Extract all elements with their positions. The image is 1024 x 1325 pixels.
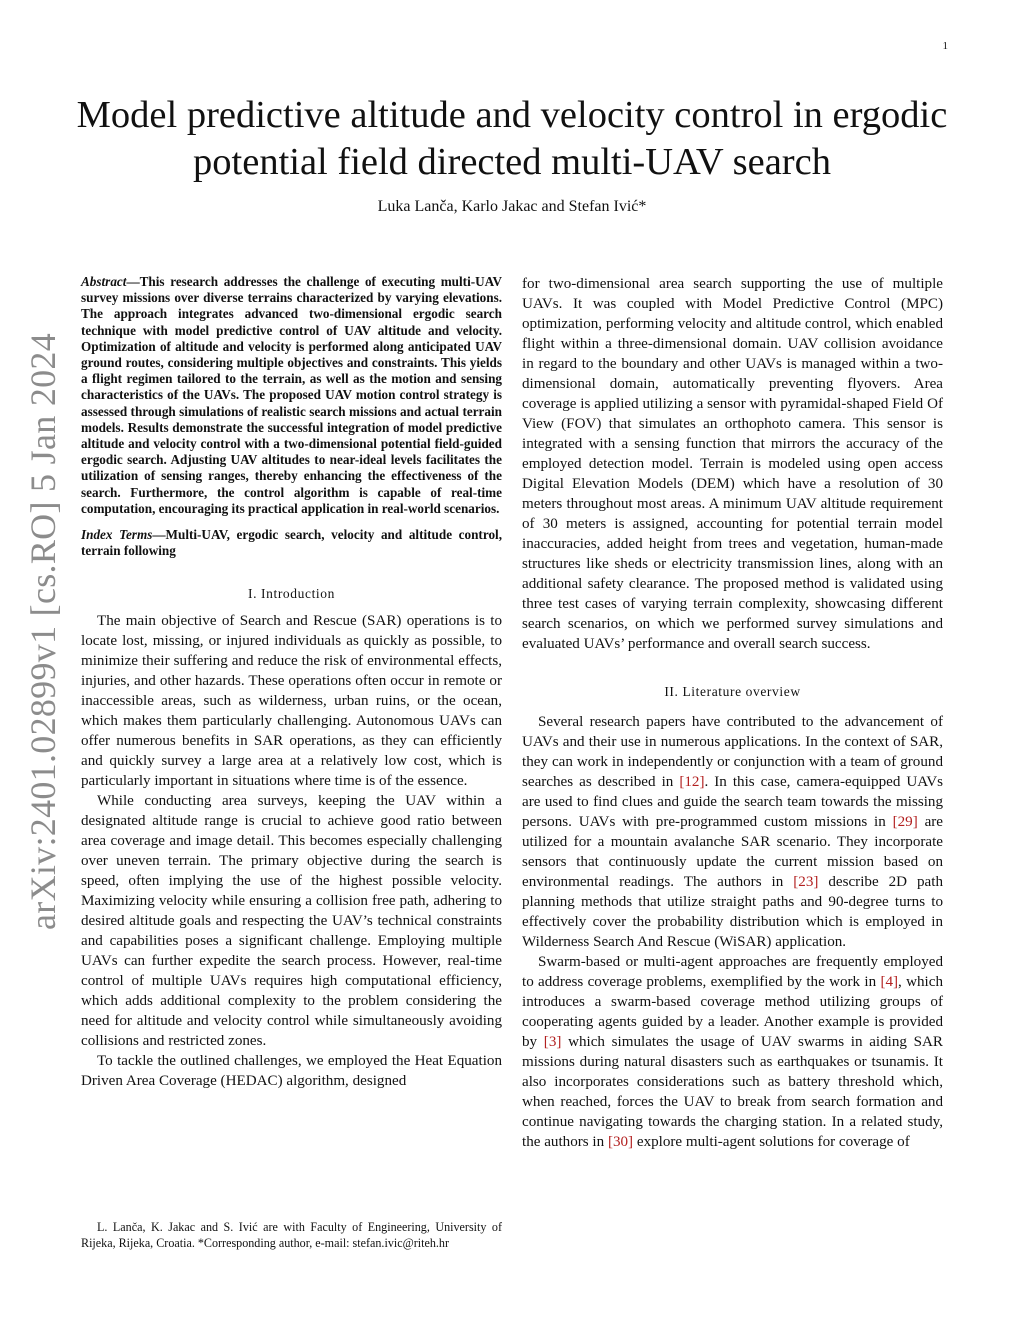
text-span: Several research papers have contributed to the advancement of UAVs and their use in numerous applications. In the context of SAR, they can work in independently or conjunction with a team of ground searches as described in [522,714,943,790]
text-span: , which introduces a swarm-based coverage method utilizing groups of cooperating agents guided by a leader. Another example is provided by [522,974,943,1050]
index-terms-text: —Multi-UAV, ergodic search, velocity and altitude control, terrain following [81,527,502,559]
citation-link[interactable]: [3] [543,1034,562,1050]
index-terms [81,527,502,559]
index-terms-lead: Index Terms [81,527,153,543]
citation-link[interactable]: [29] [892,814,918,830]
right-column [522,274,943,1152]
text-span: . In this case, camera-equipped UAVs are used to find clues and guide the search team towards the missing persons. UAVs with pre-programmed custom missions in [522,774,944,830]
section-heading-literature-overview: II. Literature overview [664,684,801,699]
citation-link[interactable]: [30] [607,1134,634,1150]
author-list: Luka Lanča, Karlo Jakac and Stefan Ivić* [377,198,647,215]
abstract-text: —This research addresses the challenge of executing multi-UAV survey missions over diverse terrains characterized by varying elevations. The approach integrates advanced two-dimensional ergodic search technique with model predictive control of UAV altitude and velocity. Optimization of altitude and velocity is performed along anticipated UAV ground routes, considering multiple objectives and constraints. This yields a flight regimen tailored to the terrain, as well as the motion and sensing characteristics of the UAVs. The proposed UAV motion control strategy is assessed through simulations of realistic search missions and actual terrain models. Results demonstrate the successful integration of model predictive altitude and velocity control with a two-dimensional potential field-guided ergodic search. Adjusting UAV altitudes to near-ideal levels facilitates the utilization of sensing ranges, thereby enhancing the effectiveness of the search. Furthermore, the control algorithm is capable of real-time computation, encouraging its practical application in real-world scenarios. [81,274,502,516]
left-column [81,274,502,1091]
page-number: 1 [942,40,948,52]
section-heading-introduction: I. Introduction [248,586,335,602]
author-affiliation-footnote: L. Lanča, K. Jakac and S. Ivić are with Faculty of Engineering, University of Rijeka, Rijeka, Croatia. *Corresponding author, e-mail: stefan.ivic@riteh.hr [81,1220,502,1250]
intro-paragraph-1: The main objective of Search and Rescue (SAR) operations is to locate lost, missing, or injured individuals as quickly as possible, to minimize their suffering and reduce the risk of environmental effects, injuries, and other hazards. These operations often occur in remote or inaccessible areas, such as wilderness, urban ruins, or the ocean, which makes them particularly challenging. Autonomous UAVs can offer numerous benefits in SAR operations, as they can efficiently and quickly survey a large area at a relatively low cost, which is particularly important in situations where time is of the essence. [81,613,502,790]
literature-paragraph-1 [522,712,943,952]
citation-link[interactable]: [4] [880,974,899,990]
text-span: Swarm-based or multi-agent approaches are frequently employed to address coverage problems, exemplified by the work in [522,954,943,990]
literature-paragraph-2 [522,952,943,1152]
text-span: are utilized for a mountain avalanche SAR scenario. They incorporate sensors that continuously update the current mission based on environmental readings. The authors in [522,814,943,890]
citation-link[interactable]: [12] [679,774,705,790]
citation-link[interactable]: [23] [793,874,819,890]
intro-paragraph-2: While conducting area surveys, keeping the UAV within a designated altitude range is crucial to achieve good ratio between area coverage and image detail. This becomes especially challenging over uneven terrain. The primary objective during the search is speed, often implying the use of the highest possible velocity. Maximizing velocity while ensuring a collision free path, adhering to desired altitude goals and respecting the UAV’s technical constraints and capabilities poses a significant challenge. Employing multiple UAVs can further expedite the search process. However, real-time control of multiple UAVs requires high computational efficiency, which adds additional complexity to the problem considering the need for altitude and velocity control while simultaneously avoiding collisions and restricted zones. [81,793,502,1050]
intro-paragraph-3: To tackle the outlined challenges, we employed the Heat Equation Driven Area Coverage (HEDAC) algorithm, designed [81,1053,502,1090]
paper-title: Model predictive altitude and velocity control in ergodic potential field directed multi-UAV search [76,94,948,183]
text-span: explore multi-agent solutions for coverage of [633,1134,910,1150]
abstract [81,274,502,517]
intro-continuation-paragraph: for two-dimensional area search supporting the use of multiple UAVs. It was coupled with Model Predictive Control (MPC) optimization, performing velocity and altitude control, which enabled flight within a three-dimensional domain. UAV collision avoidance in regard to the boundary and other UAVs is managed within a two-dimensional domain, automatically preventing flyovers. Area coverage is applied utilizing a sensor with pyramidal-shaped Field Of View (FOV) that simulates an orthophoto camera. This sensor is integrated with a sensing function that mirrors the accuracy of the employed detection model. Terrain is modeled using open access Digital Elevation Models (DEM) which have a resolution of 30 meters throughout most areas. A minimum UAV altitude requirement of 30 meters is assigned, accounting for potential terrain model inaccuracies, added height from trees and vegetation, human-made structures like sheds or electricity transmission lines, along with an additional safety clearance. The proposed method is validated using three test cases of varying terrain complexity, showcasing different search scenarios, on which we performed survey simulations and evaluated UAVs’ performance and overall search success. [522,276,943,652]
arxiv-identifier: arXiv:2401.02899v1 [cs.RO] 5 Jan 2024 [23,332,63,930]
abstract-lead: Abstract [81,274,127,289]
text-span: describe 2D path planning methods that utilize straight paths and 90-degree turns to effectively cover the probability distribution which is employed in Wilderness Search And Rescue (WiSAR) application. [522,874,943,950]
text-span: which simulates the usage of UAV swarms in aiding SAR missions during natural disasters such as earthquakes or tsunamis. It also incorporates considerations such as battery threshold which, when reached, forces the UAV to break from search formation and continue navigating towards the charging station. In a related study, the authors in [522,1034,943,1150]
